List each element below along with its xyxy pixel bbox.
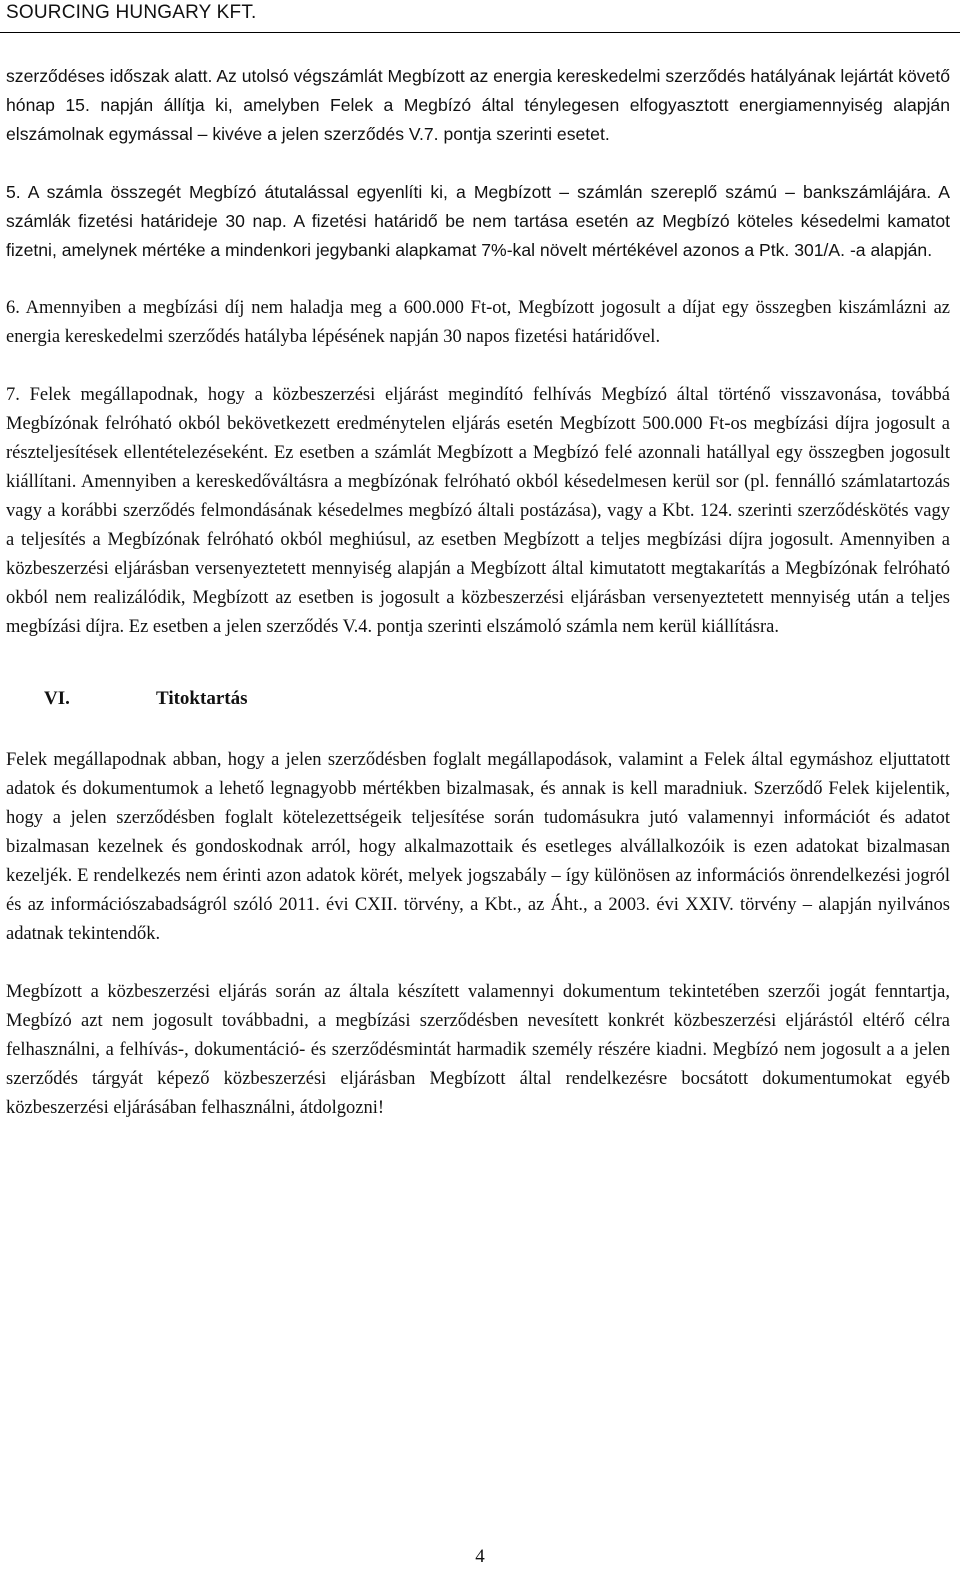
- section-number: VI.: [44, 688, 70, 709]
- company-header: SOURCING HUNGARY KFT.: [6, 2, 257, 23]
- paragraph-confidentiality-2: Megbízott a közbeszerzési eljárás során az általa készített valamennyi dokumentum tekintetében szerzői jogát fenntartja, Megbízó azt nem jogosult továbbadni, a megbízási szerződésben nevesített konkrét közbeszerzési eljárástól eltérő célra felhasználni, a felhívás-, dokumentáció- és szerződésmintát harmadik személy részére kiadni. Megbízó nem jogosult a a jelen szerződés tárgyát képező közbeszerzési eljárásban Megbízott által rendelkezésre bocsátott dokumentumokat egyéb közbeszerzési eljárásában felhasználni, átdolgozni!: [6, 982, 950, 1118]
- paragraph-7: 7. Felek megállapodnak, hogy a közbeszerzési eljárást megindító felhívás Megbízó által történő visszavonása, továbbá Megbízónak felróható okból bekövetkezett eredménytelen eljárás esetén Megbízott 500.000 Ft-os megbízási díjra jogosult a részteljesítések ellentételezéseként. Ez esetben a számlát Megbízott a Megbízó felé azonnali hatállyal egy összegben jogosult kiállítani. Amennyiben a kereskedőváltásra a megbízónak felróható okból késedelmesen kerül sor (pl. fennálló számlatartozás vagy a korábbi szerződés felmondásának késedelmes megbízó általi postázása), vagy a Kbt. 124. szerinti szerződéskötés vagy a teljesítés a Megbízónak felróható okból meghiúsul, az esetben Megbízott a teljes megbízási díjra jogosult. Amennyiben a közbeszerzési eljárásban versenyeztetett mennyiség alapján a Megbízott által kimutatott megtakarítás a Megbízónak felróható okból nem realizálódik, Megbízott az esetben is jogosult a közbeszerzési eljárásban versenyeztetett mennyiség után a teljes megbízási díjra. Ez esetben a jelen szerződés V.4. pontja szerinti elszámoló számla nem kerül kiállításra.: [6, 385, 950, 637]
- paragraph-6: 6. Amennyiben a megbízási díj nem haladja meg a 600.000 Ft-ot, Megbízott jogosult a díjat egy összegben kiszámlázni az energia kereskedelmi szerződés hatályba lépésének napján 30 napos fizetési határidővel.: [6, 298, 950, 347]
- paragraph-5: 5. A számla összegét Megbízó átutalással egyenlíti ki, a Megbízott – számlán szereplő számú – bankszámlájára. A számlák fizetési határideje 30 nap. A fizetési határidő be nem tartása esetén az Megbízó köteles késedelmi kamatot fizetni, amelynek mértéke a mindenkori jegybanki alapkamat 7%-kal növelt mértékével azonos a Ptk. 301/A. -a alapján.: [6, 182, 950, 260]
- header-divider: [0, 32, 960, 33]
- page-number: 4: [475, 1546, 485, 1567]
- document-content: [6, 62, 950, 1123]
- section-title: Titoktartás: [156, 688, 248, 709]
- paragraph-intro: szerződéses időszak alatt. Az utolsó végszámlát Megbízott az energia kereskedelmi szerződés hatályának lejártát követő hónap 15. napján állítja ki, amelyben Felek a Megbízó által ténylegesen elfogyasztott energiamennyiség alapján elszámolnak egymással – kivéve a jelen szerződés V.7. pontja szerinti esetet.: [6, 66, 950, 144]
- section-heading: [6, 688, 950, 710]
- paragraph-confidentiality-1: Felek megállapodnak abban, hogy a jelen szerződésben foglalt megállapodások, valamint a Felek által egymáshoz eljuttatott adatok és dokumentumok a lehető legnagyobb mértékben bizalmasak, és annak is kell maradniuk. Szerződő Felek kijelentik, hogy a jelen szerződésben foglalt kötelezettségeik teljesítése során tudomásukra jutó valamennyi információt és adatot bizalmasan kezelnek és gondoskodnak arról, hogy alkalmazottaik és esetleges alvállalkozóik is ezen adatokat bizalmasan kezeljék. E rendelkezés nem érinti azon adatok körét, melyek jogszabály – így különösen az információs önrendelkezési jogról és az információszabadságról szóló 2011. évi CXII. törvény, a Kbt., az Áht., a 2003. évi XXIV. törvény – alapján nyilvános adatnak tekintendők.: [6, 750, 950, 944]
